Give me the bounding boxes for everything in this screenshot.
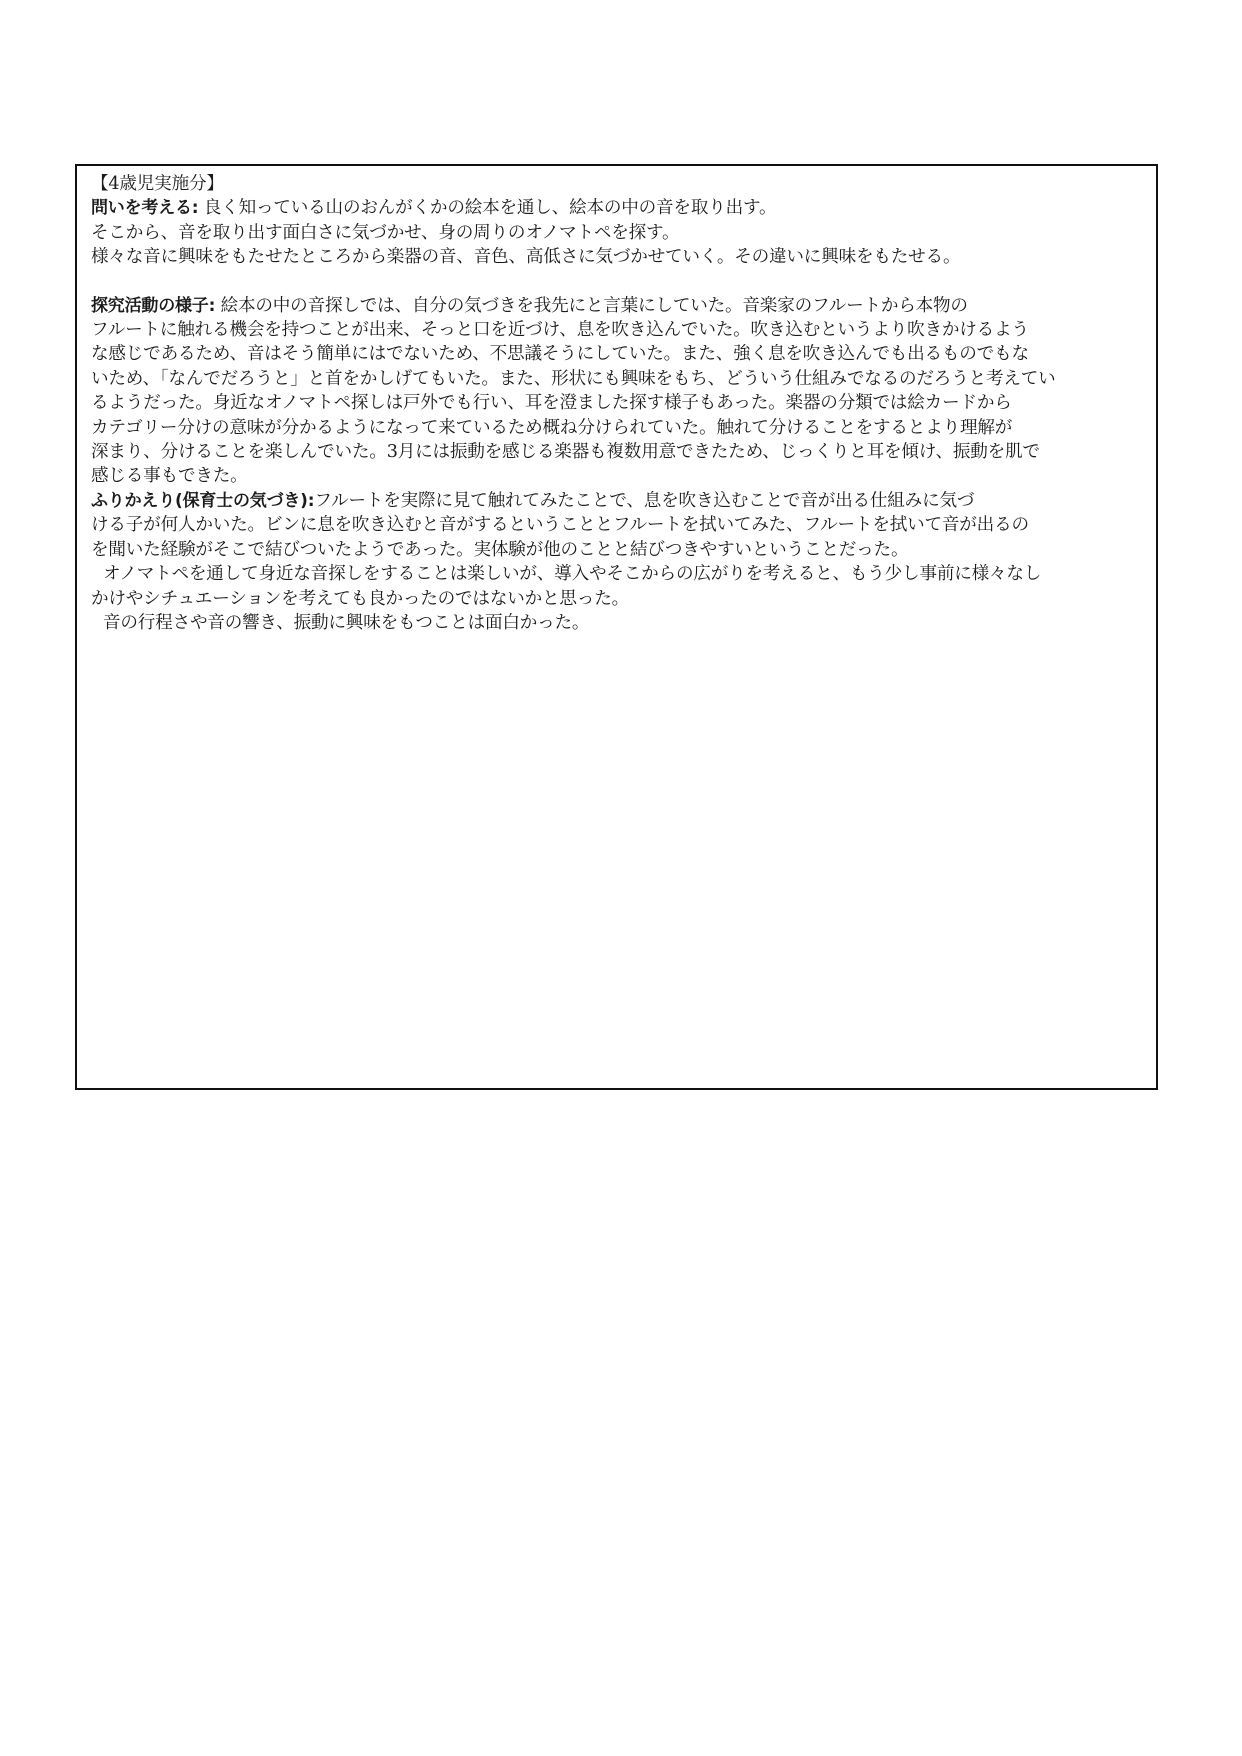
reflection-line-6: 音の行程さや音の響き、振動に興味をもつことは面白かった。 [103,612,590,633]
question-line-3: 様々な音に興味をもたせたところから楽器の音、音色、高低さに気づかせていく。その違いに興味をもたせる。 [91,247,961,268]
section-header: 【4歳児実施分】 [91,174,224,194]
question-label: 問いを考える: [91,198,199,219]
spacer [91,270,1144,294]
activity-line-7: 深まり、分けることを楽しんでいた。3月には振動を感じる楽器も複数用意できたため、じっくりと耳を傾け、振動を肌で [91,442,1040,463]
reflection-line-2: ける子が何人かいた。ビンに息を吹き込むと音がするということとフルートを拭いてみた、フルートを拭いて音が出るの [91,515,1029,536]
reflection-line-5: かけやシチュエーションを考えても良かったのではないかと思った。 [91,588,629,609]
question-line-1: 問いを考える: 良く知っている山のおんがくかの絵本を通し、絵本の中の音を取り出す。 [91,198,777,219]
reflection-line-1: ふりかえり(保育士の気づき):フルートを実際に見て触れてみたことで、息を吹き込むことで音が出る仕組みに気づ [91,490,975,511]
activity-label: 探究活動の様子: [91,295,216,316]
activity-line-4: いため、「なんでだろうと」と首をかしげてもいた。また、形状にも興味をもち、どういう仕組みでなるのだろうと考えてい [91,368,1056,389]
content-box [75,164,1158,1090]
activity-line-1: 探究活動の様子: 絵本の中の音探しでは、自分の気づきを我先にと言葉にしていた。音楽家のフルートから本物の [91,295,968,316]
reflection-line-3: を聞いた経験がそこで結びついたようであった。実体験が他のことと結びつきやすいということだった。 [91,539,909,560]
question-line-2: そこから、音を取り出す面白さに気づかせ、身の周りのオノマトペを探す。 [91,222,680,243]
activity-line-3: な感じであるため、音はそう簡単にはでないため、不思議そうにしていた。また、強く息を吹き込んでも出るものでもな [91,344,1029,365]
activity-line-2: フルートに触れる機会を持つことが出来、そっと口を近づけ、息を吹き込んでいた。吹き込むというより吹きかけるよう [91,320,1029,341]
activity-line-8: 感じる事もできた。 [91,466,248,487]
activity-line-6: カテゴリー分けの意味が分かるようになって来ているため概ね分けられていた。触れて分けることをするとより理解が [91,417,1013,438]
reflection-line-4: オノマトペを通して身近な音探しをすることは楽しいが、導入やそこからの広がりを考えると、もう少し事前に様々なし [103,564,1042,585]
reflection-label: ふりかえり(保育士の気づき): [91,490,315,511]
activity-line-5: るようだった。身近なオノマトペ探しは戸外でも行い、耳を澄ました探す様子もあった。楽器の分類では絵カードから [91,393,1012,414]
